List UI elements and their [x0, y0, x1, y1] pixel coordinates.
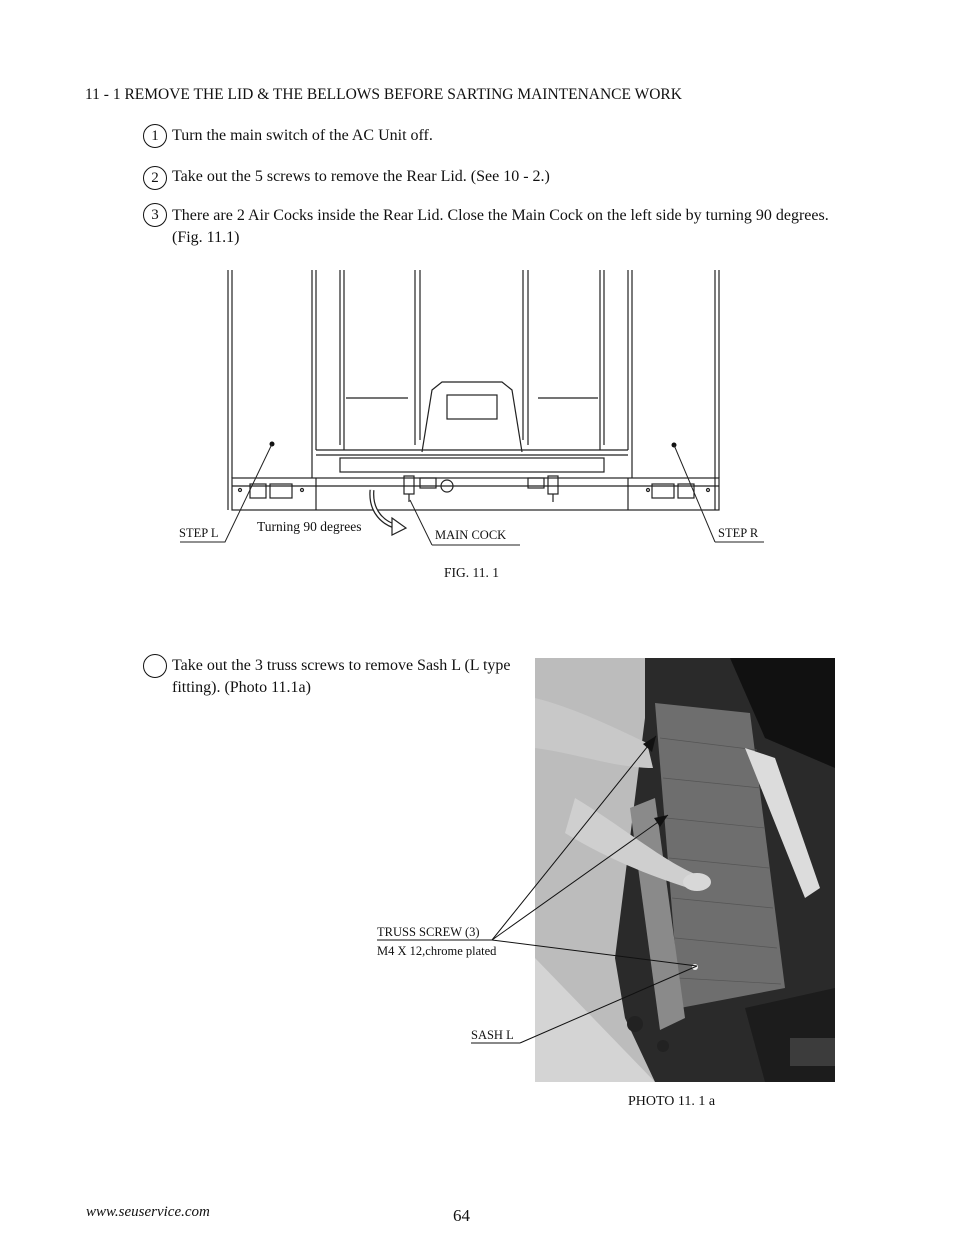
step-4-text: Take out the 3 truss screws to remove Sash L (L type fitting). (Photo 11.1a): [172, 657, 511, 696]
step-2-text: Take out the 5 screws to remove the Rear Lid. (See 10 - 2.): [172, 168, 550, 185]
section-heading: 11 - 1 REMOVE THE LID & THE BELLOWS BEFORE SARTING MAINTENANCE WORK: [85, 86, 682, 103]
step-3-number: 3: [143, 203, 167, 227]
callout-step-r: STEP R: [718, 526, 759, 540]
step-3-text: There are 2 Air Cocks inside the Rear Lid. Close the Main Cock on the left side by turning 90 degrees. (Fig. 11.1): [172, 207, 829, 246]
footer-url: www.seuservice.com: [86, 1204, 210, 1220]
callout-truss-screw: TRUSS SCREW (3): [377, 925, 480, 939]
photo-caption: PHOTO 11. 1 a: [628, 1094, 716, 1109]
figure-caption: FIG. 11. 1: [444, 565, 500, 580]
step-1-text: Turn the main switch of the AC Unit off.: [172, 127, 433, 144]
callout-main-cock: MAIN COCK: [435, 528, 507, 542]
callout-turning: Turning 90 degrees: [257, 519, 362, 534]
callout-sash-l: SASH L: [471, 1028, 514, 1042]
callout-truss-spec: M4 X 12,chrome plated: [377, 944, 497, 958]
page-number: 64: [453, 1206, 470, 1225]
step-1-number: 1: [143, 124, 167, 148]
callout-step-l: STEP L: [179, 526, 219, 540]
step-2-number: 2: [143, 166, 167, 190]
